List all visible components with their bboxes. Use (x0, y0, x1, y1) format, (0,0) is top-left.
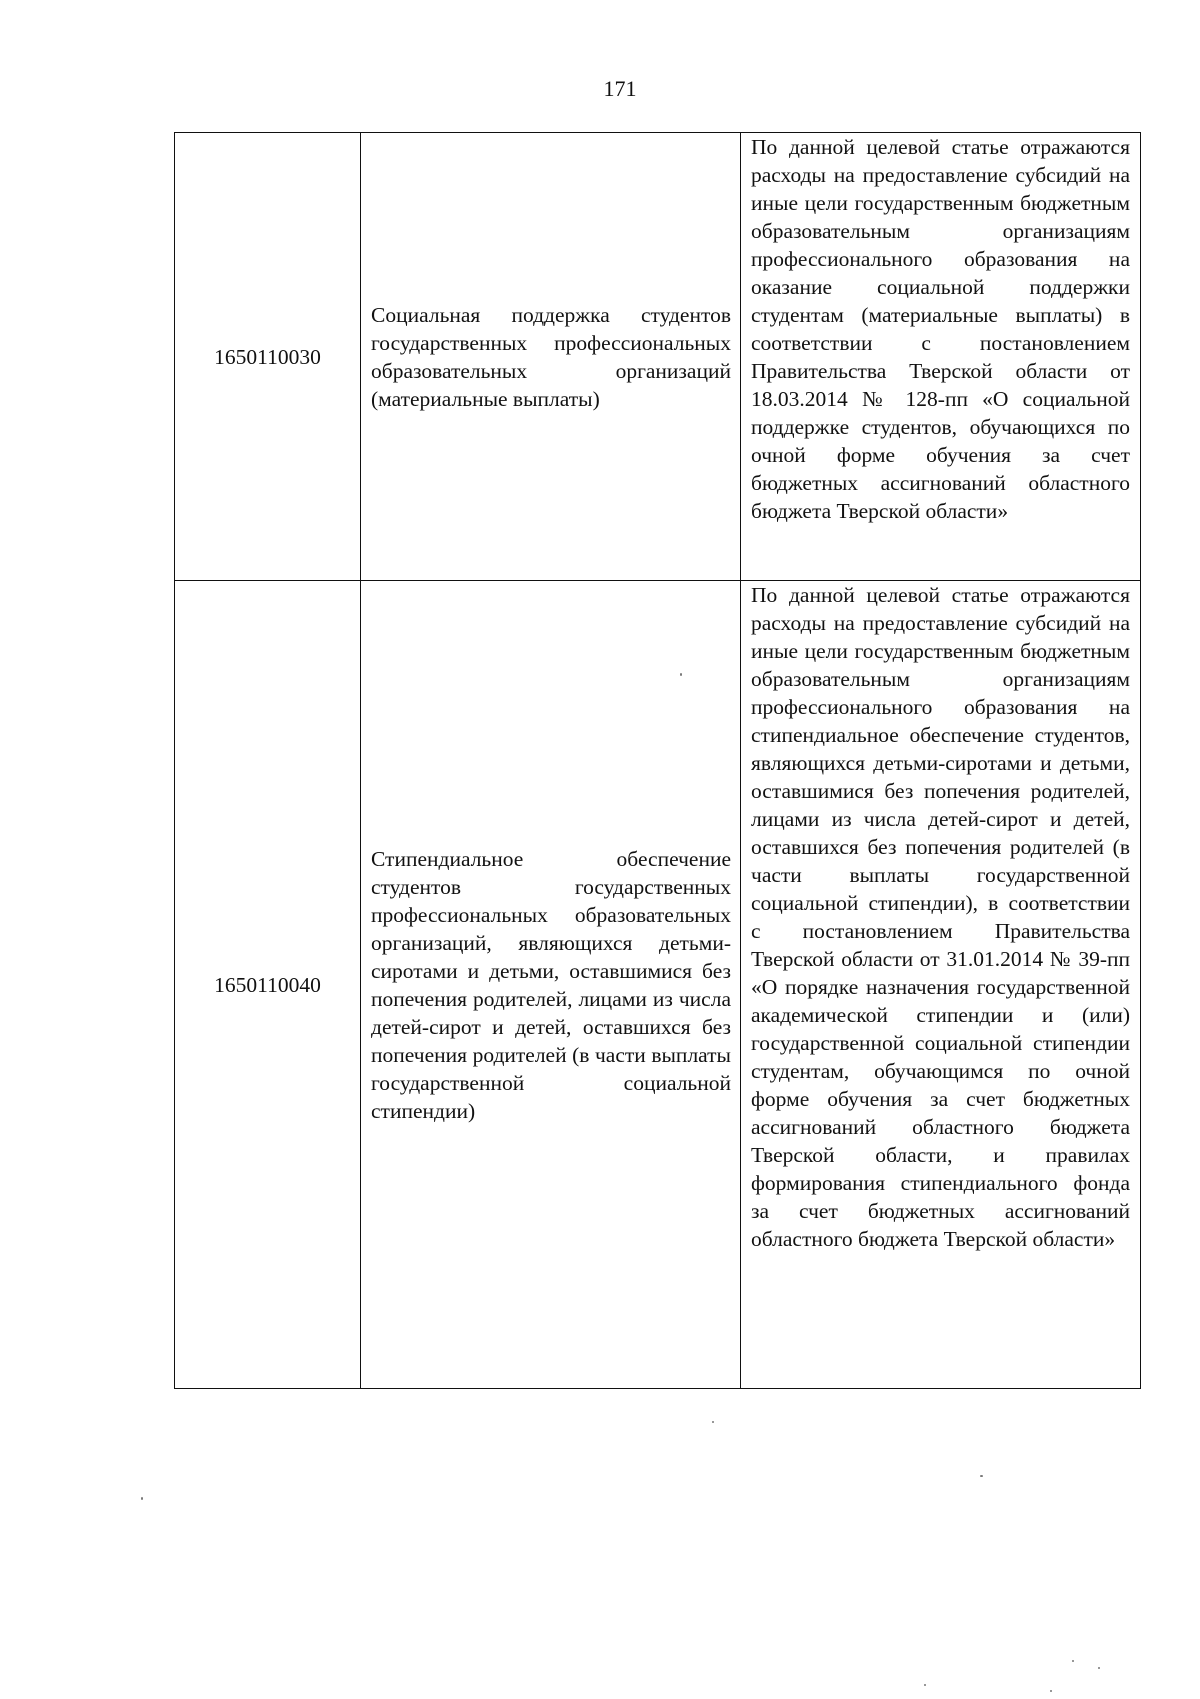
target-article-description: По данной целевой статье отражаются расходы на предоставление субсидий на иные цели государственным бюджетным образовательным организациям профессионального образования на оказание социальной поддержки студентам (материальные выплаты) в соответствии с постановлением Правительства Тверской области от 18.03.2014 № 128-пп «О социальной поддержке студентов, обучающихся по очной форме обучения за счет бюджетных ассигнований областного бюджета Тверской области» (741, 133, 1141, 581)
page-number: 171 (603, 76, 637, 101)
target-article-description: По данной целевой статье отражаются расходы на предоставление субсидий на иные цели государственным бюджетным образовательным организациям профессионального образования на стипендиальное обеспечение студентов, являющихся детьми-сиротами и детьми, оставшимися без попечения родителей, лицами из числа детей-сирот и детей, оставшихся без попечения родителей (в части выплаты государственной социальной стипендии), в соответствии с постановлением Правительства Тверской области от 31.01.2014 № 39-пп «О порядке назначения государственной академической стипендии и (или) государственной социальной стипендии студентам, обучающимся по очной форме обучения за счет бюджетных ассигнований областного бюджета Тверской области, и правилах формирования стипендиального фонда за счет бюджетных ассигнований областного бюджета Тверской области» (741, 581, 1141, 1389)
target-article-name: Стипендиальное обеспечение студентов государственных профессиональных образовательных организаций, являющихся детьми-сиротами и детьми, оставшимися без попечения родителей, лицами из числа детей-сирот и детей, оставшихся без попечения родителей (в части выплаты государственной социальной стипендии) (361, 581, 741, 1389)
scan-speck (1098, 1667, 1100, 1669)
scan-speck (680, 673, 682, 676)
scan-speck (1072, 1660, 1074, 1662)
budget-classification-table (174, 132, 1141, 1389)
target-article-code: 1650110040 (175, 581, 361, 1389)
scan-speck (980, 1475, 983, 1477)
table-row (175, 133, 1141, 581)
scan-speck (712, 1421, 714, 1423)
scan-speck (141, 1497, 143, 1500)
scan-speck (924, 1684, 926, 1686)
target-article-name: Социальная поддержка студентов государственных профессиональных образовательных организаций (материальные выплаты) (361, 133, 741, 581)
table-row (175, 581, 1141, 1389)
target-article-code: 1650110030 (175, 133, 361, 581)
scan-speck (1050, 1690, 1052, 1692)
